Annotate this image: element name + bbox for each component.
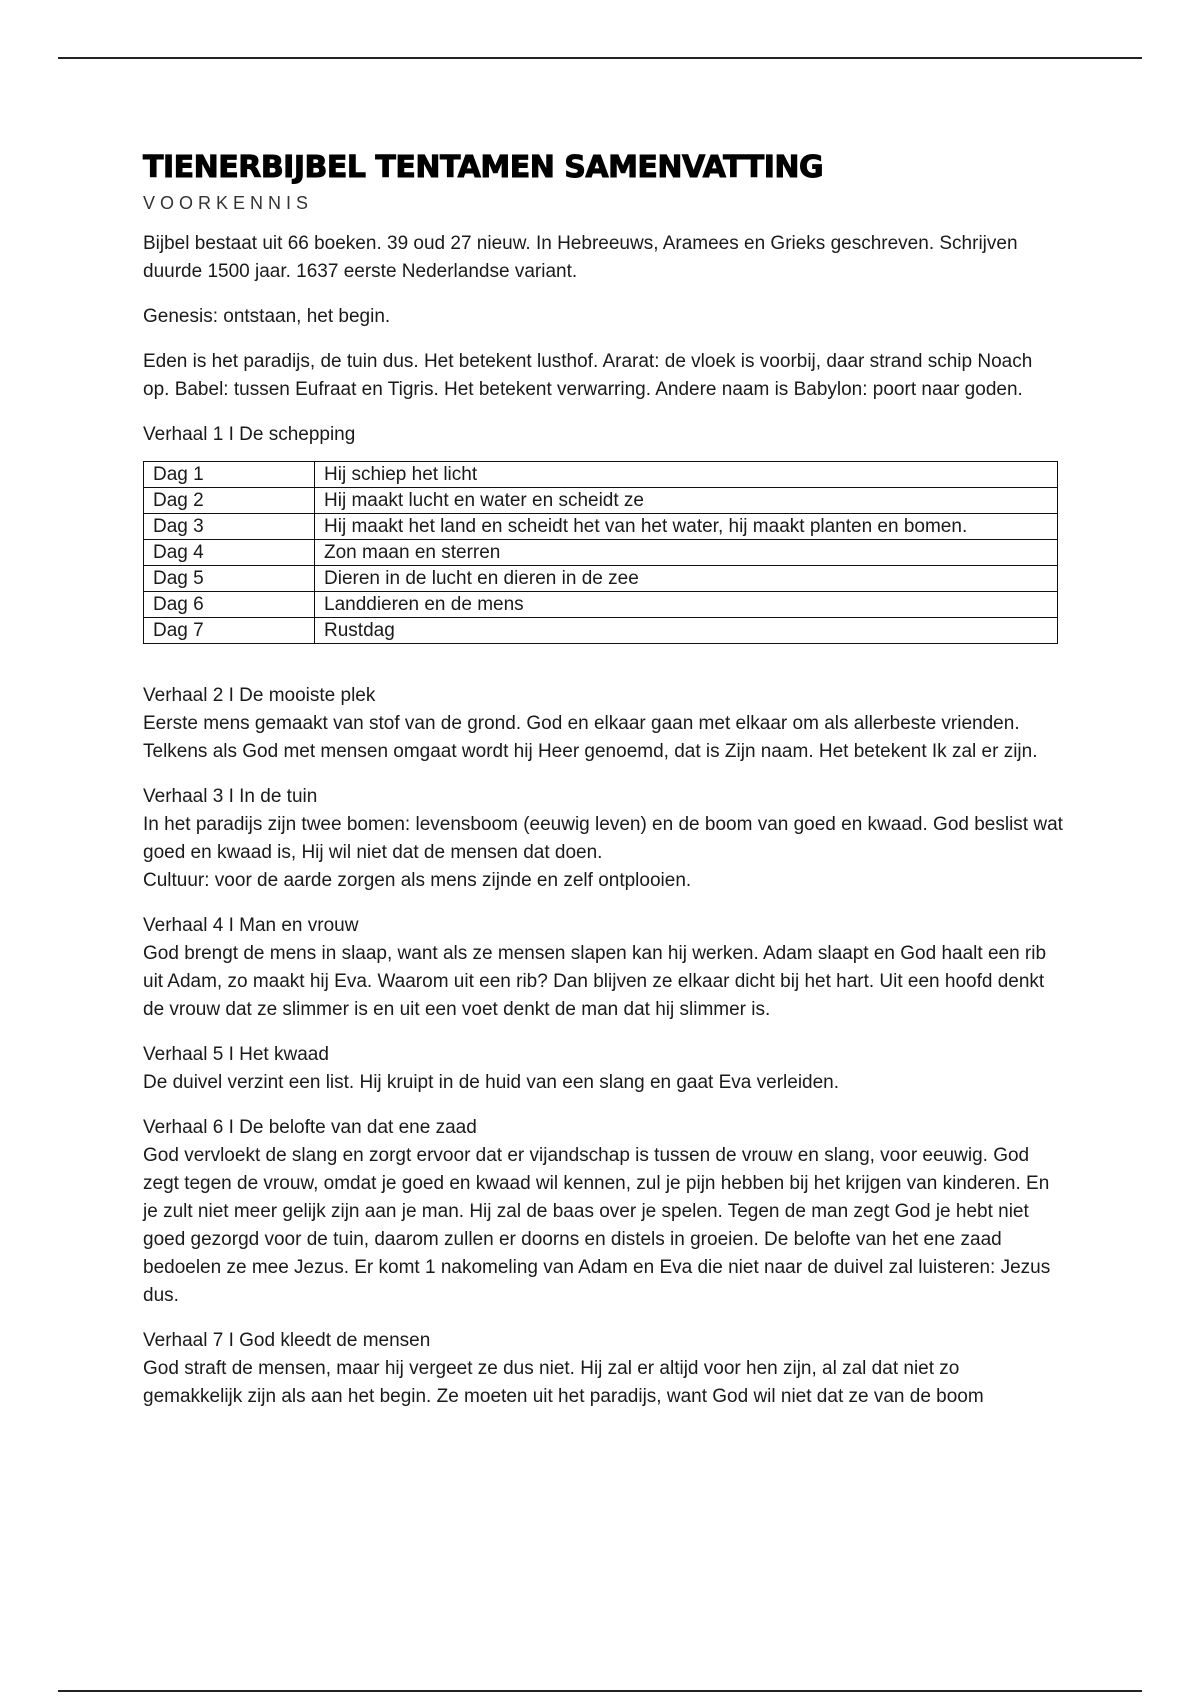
table-row [144,462,1058,488]
story-section-6 [143,1114,1063,1310]
story-heading: Verhaal 3 I In de tuin [143,786,318,807]
story-section-5 [143,1041,1063,1097]
table-cell-text: Dieren in de lucht en dieren in de zee [315,566,1058,592]
table-cell-text: Rustdag [315,618,1058,644]
table-cell-day: Dag 4 [144,540,315,566]
story-text: God vervloekt de slang en zorgt ervoor dat er vijandschap is tussen de vrouw en slang, voor eeuwig. God zegt tegen de vrouw, omdat je goed en kwaad wil kennen, zul je pijn hebben bij het krijgen van kinderen. En je zult niet meer gelijk zijn aan je man. Hij zal de baas over je spelen. Tegen de man zegt God je hebt niet goed gezorgd voor de tuin, daarom zullen er doorns en distels in groeien. De belofte van het ene zaad bedoelen ze mee Jezus. Er komt 1 nakomeling van Adam en Eva die niet naar de duivel zal luisteren: Jezus dus. [143,1145,1051,1306]
story-text: Cultuur: voor de aarde zorgen als mens zijnde en zelf ontplooien. [143,870,692,891]
table-cell-day: Dag 3 [144,514,315,540]
document-title: TIENERBIJBEL TENTAMEN SAMENVATTING [143,150,824,185]
table-row [144,514,1058,540]
bottom-rule [58,1690,1142,1692]
story-text: De duivel verzint een list. Hij kruipt in de huid van een slang en gaat Eva verleiden. [143,1072,840,1093]
story-heading: Verhaal 2 I De mooiste plek [143,685,376,706]
story-heading: Verhaal 6 I De belofte van dat ene zaad [143,1117,477,1138]
top-rule [58,57,1142,59]
table-row [144,566,1058,592]
table-cell-text: Landdieren en de mens [315,592,1058,618]
story-heading: Verhaal 1 I De schepping [143,424,356,445]
table-row [144,540,1058,566]
table-row [144,618,1058,644]
story-section-7 [143,1327,1063,1411]
story-heading: Verhaal 7 I God kleedt de mensen [143,1330,431,1351]
story-text: Eerste mens gemaakt van stof van de grond. God en elkaar gaan met elkaar om als allerbeste vrienden. Telkens als God met mensen omgaat wordt hij Heer genoemd, dat is Zijn naam. Het betekent Ik zal er zijn. [143,713,1038,762]
table-cell-day: Dag 5 [144,566,315,592]
table-cell-day: Dag 6 [144,592,315,618]
story-heading: Verhaal 5 I Het kwaad [143,1044,329,1065]
intro-paragraph: Eden is het paradijs, de tuin dus. Het betekent lusthof. Ararat: de vloek is voorbij, daar strand schip Noach op. Babel: tussen Eufraat en Tigris. Het betekent verwarring. Andere naam is Babylon: poort naar goden. [143,351,1033,400]
table-cell-text: Hij schiep het licht [315,462,1058,488]
intro-paragraph: Genesis: ontstaan, het begin. [143,306,391,327]
document-subtitle: VOORKENNIS [143,193,314,213]
table-row [144,488,1058,514]
story-text: God brengt de mens in slaap, want als ze mensen slapen kan hij werken. Adam slaapt en God haalt een rib uit Adam, zo maakt hij Eva. Waarom uit een rib? Dan blijven ze elkaar dicht bij het hart. Uit een hoofd denkt de vrouw dat ze slimmer is en uit een voet denkt de man dat hij slimmer is. [143,943,1047,1020]
story-text: God straft de mensen, maar hij vergeet ze dus niet. Hij zal er altijd voor hen zijn, al zal dat niet zo gemakkelijk zijn als aan het begin. Ze moeten uit het paradijs, want God wil niet dat ze van de boom [143,1358,984,1407]
intro-paragraph: Bijbel bestaat uit 66 boeken. 39 oud 27 nieuw. In Hebreeuws, Aramees en Grieks geschreven. Schrijven duurde 1500 jaar. 1637 eerste Nederlandse variant. [143,233,1018,282]
creation-days-table [143,461,1058,644]
story-text: In het paradijs zijn twee bomen: levensboom (eeuwig leven) en de boom van goed en kwaad. God beslist wat goed en kwaad is, Hij wil niet dat de mensen dat doen. [143,814,1063,863]
story-section-3 [143,783,1063,895]
story-section-4 [143,912,1063,1024]
story-section-2 [143,682,1063,766]
table-cell-text: Zon maan en sterren [315,540,1058,566]
table-cell-text: Hij maakt lucht en water en scheidt ze [315,488,1058,514]
document-body [143,148,1063,1428]
table-row [144,592,1058,618]
table-cell-day: Dag 7 [144,618,315,644]
story-heading: Verhaal 4 I Man en vrouw [143,915,359,936]
table-cell-day: Dag 1 [144,462,315,488]
table-cell-text: Hij maakt het land en scheidt het van het water, hij maakt planten en bomen. [315,514,1058,540]
table-cell-day: Dag 2 [144,488,315,514]
